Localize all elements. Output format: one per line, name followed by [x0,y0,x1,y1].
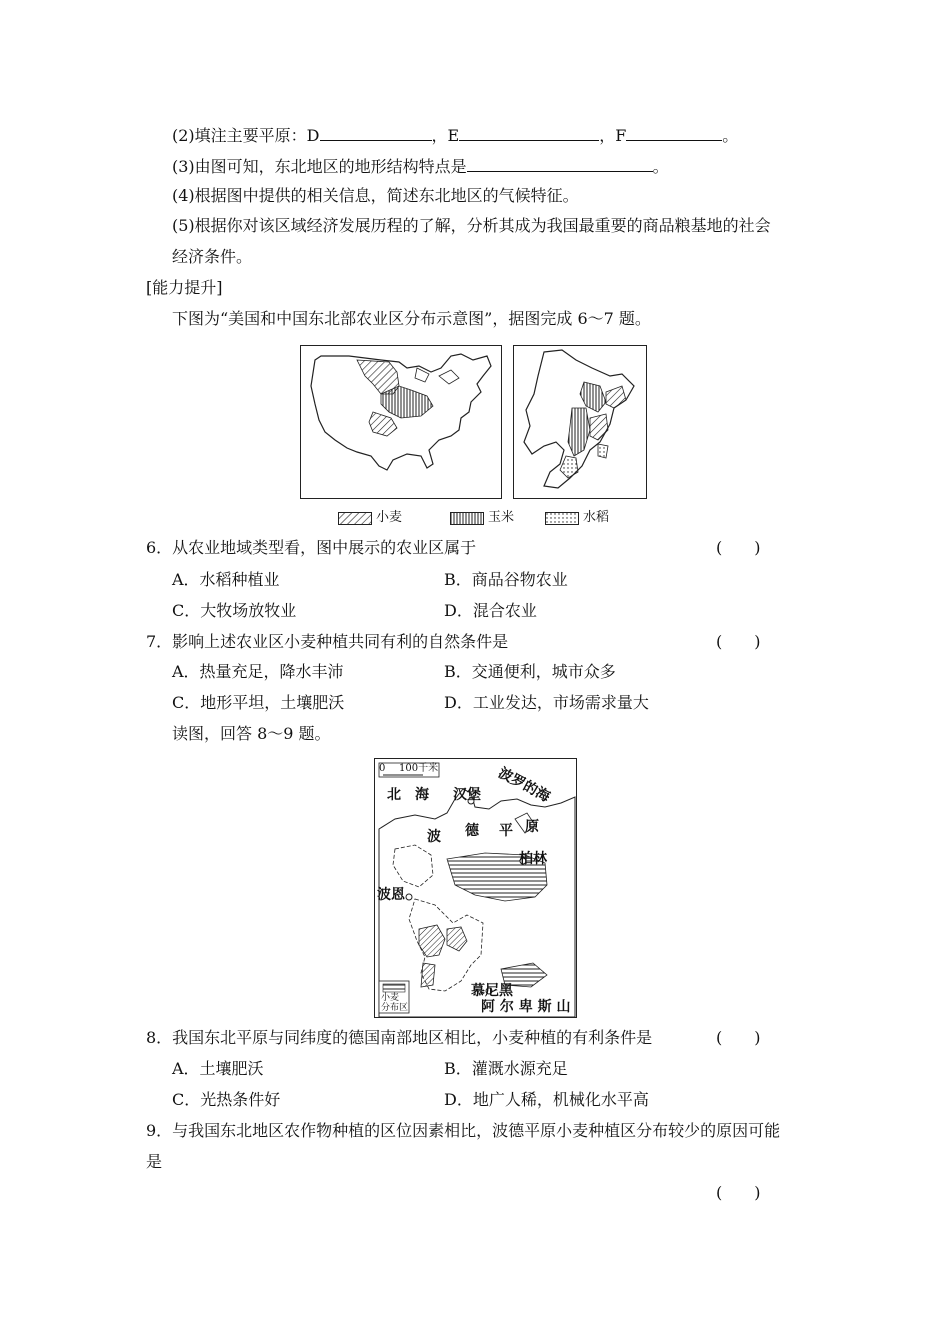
legend-corn [450,510,514,526]
germany-map [374,758,577,1018]
label-munich: 慕尼黑 [471,983,513,999]
q6-option-d[interactable]: D．混合农业 [444,601,537,620]
label-hamburg: 汉堡 [453,787,481,803]
legend-rice-label: 水稻 [583,510,610,525]
label-berlin: 柏林 [519,851,547,867]
wheat-swatch [338,512,372,525]
usa-map-svg [301,346,501,498]
q7-option-c[interactable]: C．地形平坦，土壤肥沃 [172,693,345,712]
q7-answer-paren[interactable]: ( ) [716,632,761,651]
q8-option-d[interactable]: D．地广人稀，机械化水平高 [444,1090,649,1109]
q8-option-b[interactable]: B．灌溉水源充足 [444,1059,568,1078]
label-bonn: 波恩 [377,887,405,903]
legend-corn-label: 玉米 [488,510,515,525]
q2-sep-f: ，F [599,126,627,145]
label-north-sea: 北 海 [387,787,429,803]
q7-stem: 7．影响上述农业区小麦种植共同有利的自然条件是 [146,632,509,651]
q2-sep-e: ，E [431,126,460,145]
q5-line2: 经济条件。 [172,247,253,266]
q9-stem-cont: 是 [146,1152,163,1171]
intro-text-2: 读图，回答 8～9 题。 [172,724,331,743]
answer-blank-d[interactable] [320,125,432,141]
ne-china-map-svg [514,346,646,498]
q3-line [172,156,669,177]
q7-option-b[interactable]: B．交通便利，城市众多 [444,662,616,681]
label-alps: 阿 尔 卑 斯 山 [481,999,571,1015]
ne-china-map [513,345,647,499]
q8-answer-paren[interactable]: ( ) [716,1028,761,1047]
q9-stem: 9．与我国东北地区农作物种植的区位因素相比，波德平原小麦种植区分布较少的原因可能 [146,1121,781,1140]
q8-stem: 8．我国东北平原与同纬度的德国南部地区相比，小麦种植的有利条件是 [146,1028,653,1047]
q6-option-b[interactable]: B．商品谷物农业 [444,570,568,589]
label-yuan: 原 [525,819,539,835]
intro-text-1: 下图为“美国和中国东北部农业区分布示意图”，据图完成 6～7 题。 [172,309,651,328]
q4-text: (4)根据图中提供的相关信息，简述东北地区的气候特征。 [172,186,579,205]
q2-line [172,125,738,146]
section-title: [能力提升] [146,278,223,297]
scale-zero: 0 [379,763,386,774]
q7-option-d[interactable]: D．工业发达，市场需求量大 [444,693,649,712]
answer-blank-e[interactable] [459,125,599,141]
q9-answer-paren[interactable]: ( ) [716,1183,761,1202]
legend-rice [545,510,609,526]
legend-wheat-area: 小麦 分布区 [381,993,409,1013]
q3-text: (3)由图可知，东北地区的地形结构特点是 [172,157,467,176]
label-de: 德 [465,823,479,839]
q6-answer-paren[interactable]: ( ) [716,538,761,557]
q8-option-c[interactable]: C．光热条件好 [172,1090,281,1109]
scale-label: 100千米 [399,763,439,774]
q6-stem: 6．从农业地域类型看，图中展示的农业区属于 [146,538,477,557]
answer-blank-f[interactable] [626,125,722,141]
label-bo: 波 [427,829,441,845]
legend-wheat-label: 小麦 [376,510,403,525]
q6-option-a[interactable]: A．水稻种植业 [172,570,280,589]
answer-blank-q3[interactable] [467,156,653,172]
q8-option-a[interactable]: A．土壤肥沃 [172,1059,264,1078]
rice-swatch [545,512,579,525]
q2-prefix: (2)填注主要平原：D [172,126,320,145]
q2-end: 。 [722,126,739,145]
q5-line1: (5)根据你对该区域经济发展历程的了解，分析其成为我国最重要的商品粮基地的社会 [172,216,771,235]
q3-end: 。 [652,157,669,176]
label-ping: 平 [499,823,513,839]
usa-map [300,345,502,499]
q7-option-a[interactable]: A．热量充足，降水丰沛 [172,662,344,681]
label-baltic-sea: 波罗的海 [495,765,553,806]
legend-wheat [338,510,402,526]
corn-swatch [450,512,484,525]
q6-option-c[interactable]: C．大牧场放牧业 [172,601,297,620]
